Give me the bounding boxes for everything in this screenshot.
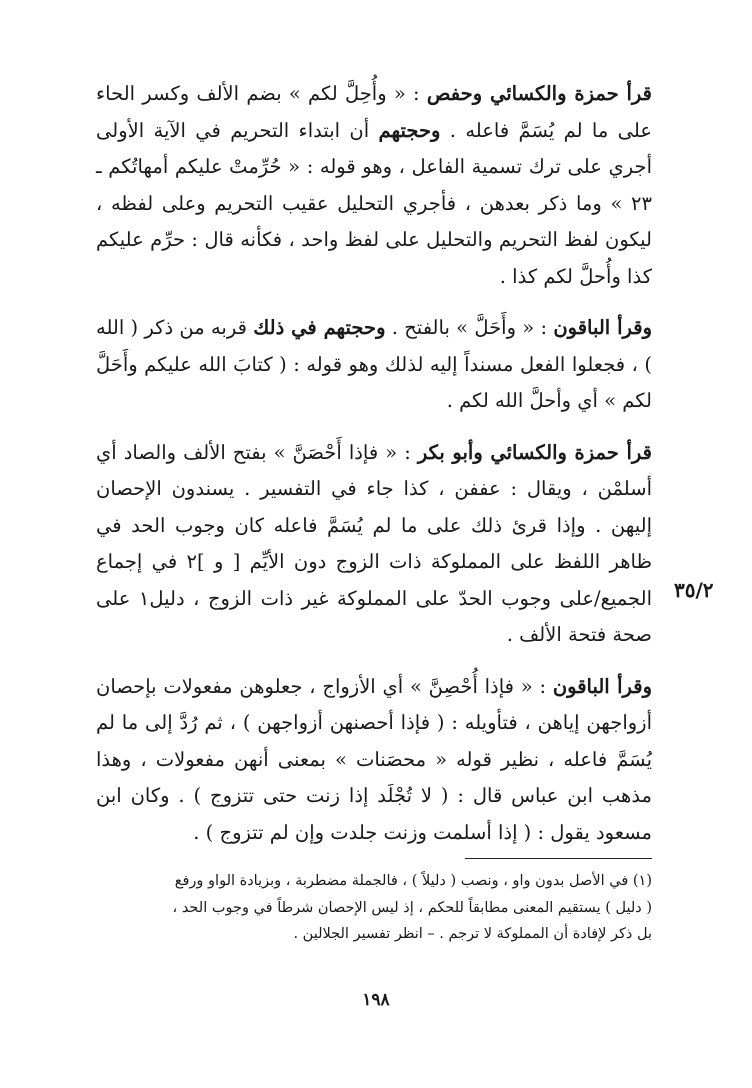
paragraph [96, 310, 652, 420]
text-run: : « وأَحَلَّ » بالفتح . [385, 316, 554, 339]
main-text [96, 76, 652, 851]
paragraph [96, 669, 652, 852]
text-run: : « وأُحِلَّ لكم » بضم الألف وكسر الحاء على ما لم يُسَمَّ فاعله . [96, 82, 652, 142]
page-number: ١٩٨ [362, 990, 390, 1010]
footnote-line: (١) في الأصل بدون واو ، ونصب ( دليلاً ) ، فالجملة مضطربة ، وبزيادة الواو ورفع [174, 873, 652, 889]
margin-reference: ٣٥/٢ [674, 578, 714, 602]
text-run: قربه من ذكر ( الله ) ، فجعلوا الفعل مسنداً إليه لذلك وهو قوله : ( كتابَ الله عليكم وأَحَلَّ لكم » أي وأحلَّ الله لكم . [96, 316, 652, 412]
paragraph [96, 435, 652, 654]
text-run: أن ابتداء التحريم في الآية الأولى أجري على ترك تسمية الفاعل ، وهو قوله : « حُرِّمتْ عليكم أمهاتُكم ـ ٢٣ » وما ذكر بعدهن ، فأجري التحليل عقيب التحريم وعلى لفظه ، ليكون لفظ التحريم والتحليل على لفظ واحد ، فكأنه قال : حرِّم عليكم كذا وأُحلَّ لكم كذا . [96, 118, 652, 288]
bold-phrase: وقرأ الباقون [553, 316, 652, 339]
footnote-line: ( دليل ) يستقيم المعنى مطابقاً للحكم ، إذ ليس الإحصان شرطاً في وجوب الحد ، [172, 899, 652, 916]
bold-phrase: قرأ حمزة والكسائي وأبو بكر [417, 440, 652, 464]
paragraph [96, 76, 652, 295]
footnote-line: بل ذكر لإفادة أن المملوكة لا ترجم . – انظر تفسير الجلالين . [293, 926, 652, 942]
bold-phrase: وحجتهم في ذلك [253, 316, 386, 339]
bold-phrase: قرأ حمزة والكسائي وحفص [426, 82, 652, 105]
text-run: : « فإذا أَحْصَنَّ » بفتح الألف والصاد أي أسلمْن ، ويقال : عففن ، كذا جاء في التفسير . يسندون الإحصان إليهن . وإذا قرئ ذلك على ما لم يُسَمَّ فاعله كان وجوب الحد في ظاهر اللفظ على المملوكة ذات الزوج دون الأيِّم [ و ]٢ في إجماع الجميع/على وجوب الحدّ على المملوكة غير ذات الزوج ، دليل١ على صحة فتحة الألف . [96, 440, 653, 646]
bold-phrase: وحجتهم [378, 118, 441, 142]
bold-phrase: وقرأ الباقون [552, 674, 652, 698]
text-run: : « فإذا أُحْصِنَّ » أي الأزواج ، جعلوهن مفعولات بإحصان أزواجهن إياهن ، فتأويله : ( فإذا أحصنهن أزواجهن ) ، ثم رُدَّ إلى ما لم يُسَمَّ فاعله ، نظير قوله « محصَنات » بمعنى أنهن مفعولات ، وهذا مذهب ابن عباس قال : ( لا تُجْلَد إذا زنت حتى تتزوج ) . وكان ابن مسعود يقول : ( إذا أسلمت وزنت جلدت وإن لم تتزوج ) . [96, 674, 652, 844]
footnotes [96, 868, 652, 948]
footnote-divider [465, 858, 652, 859]
